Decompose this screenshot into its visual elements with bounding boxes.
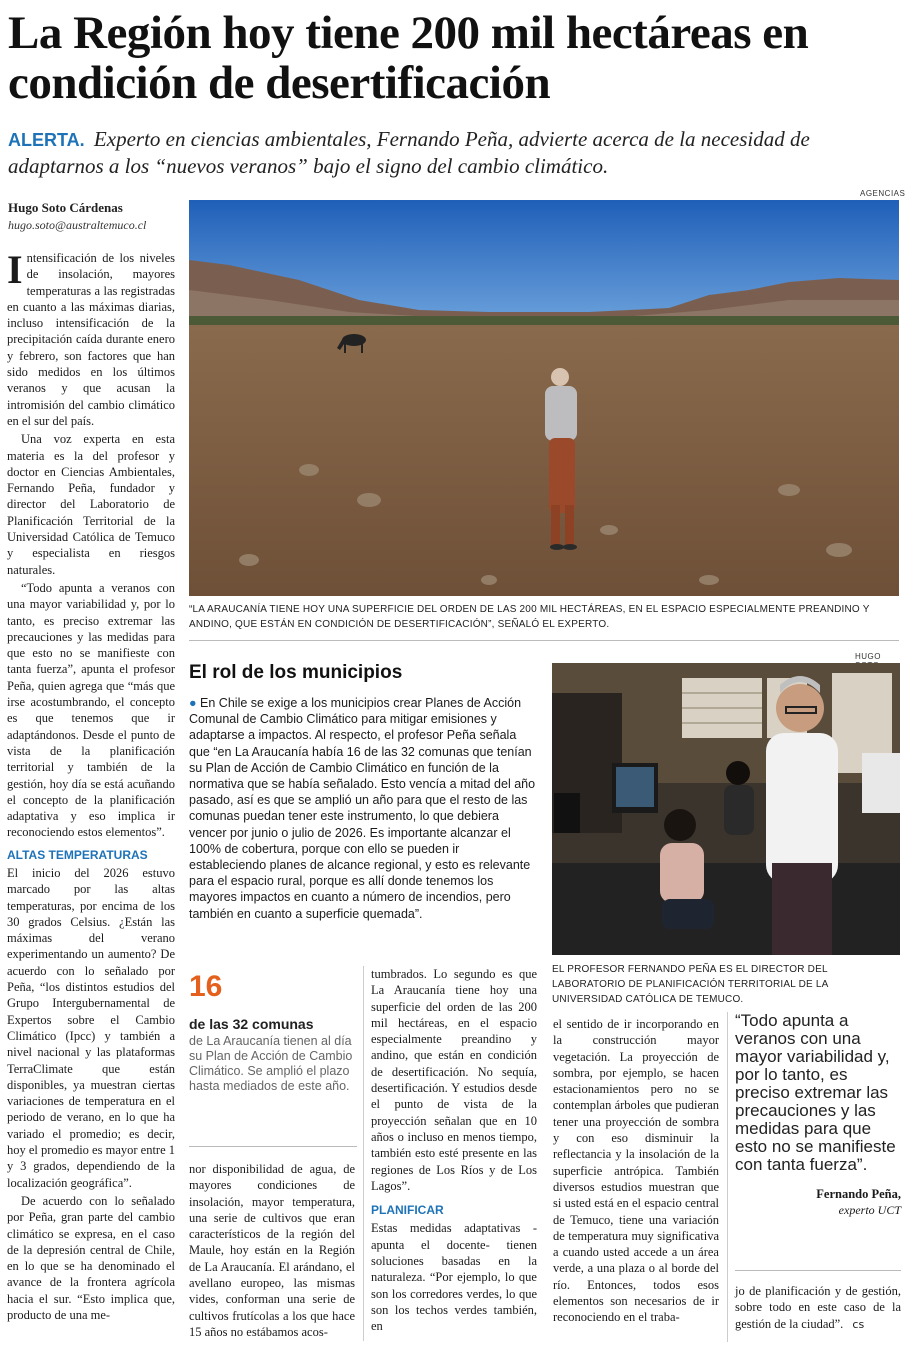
seated-woman-2 (724, 761, 754, 835)
column-1 (7, 250, 175, 1340)
paragraph-5: De acuerdo con lo señalado por Peña, gran parte del cambio climático se expresa, en el caso de la depresión central de Chile, en lo que se ha denominado el avance de la frontera agrícola hacia el sur. “Esto implica que, producto de una me- (7, 1193, 175, 1322)
stat-text: de La Araucanía tienen al día su Plan de Acción de Cambio Climático. Se amplió el plazo hasta mediados de este año. (189, 1034, 353, 1093)
byline-author: Hugo Soto Cárdenas (8, 200, 123, 215)
col3-paragraph-2: Estas medidas adaptativas -apunta el docente- tienen soluciones basadas en la naturaleza. “Por ejemplo, lo que son los corredores verdes, lo que son los techos verdes también, en (371, 1221, 537, 1334)
box-title: El rol de los municipios (189, 662, 403, 683)
office-lab-illustration (552, 663, 900, 955)
pull-quote: “Todo apunta a veranos con una mayor variabilidad y, por lo tanto, es preciso extremar las precauciones y las medidas para que esto no se manifieste con tanta fuerza”. (735, 1011, 896, 1174)
column-separator-2 (727, 1012, 728, 1342)
quote-divider (735, 1270, 901, 1271)
stat-title: de las 32 comunas (189, 1016, 314, 1032)
end-mark: cs (852, 1317, 865, 1331)
paragraph-2: Una voz experta en esta materia es la del profesor y doctor en Ciencias Ambientales, Fernando Peña, fundador y director del Laboratorio de Planificación Territorial de la Universidad Católica de Temuco y especialista en riesgos naturales. (7, 432, 175, 577)
desert-field-illustration (189, 200, 899, 596)
divider (189, 640, 899, 641)
byline-email[interactable]: hugo.soto@australtemuco.cl (8, 218, 147, 232)
drop-cap: I (7, 250, 23, 292)
landscape-photo (189, 200, 899, 596)
column-5-body: jo de planificación y de gestión, sobre todo en este caso de la gestión de la ciudad”. (735, 1284, 901, 1331)
column-3 (371, 966, 537, 1341)
photo-1-caption: “LA ARAUCANÍA TIENE HOY UNA SUPERFICIE DEL ORDEN DE LAS 200 MIL HECTÁREAS, EN EL ESPACIO ESPECIALMENTE PREANDINO Y ANDINO, QUE ESTÁN EN CONDICIÓN DE DESERTIFICACIÓN”, SEÑALÓ EL EXPERTO. (189, 604, 870, 630)
column-separator (363, 966, 364, 1341)
paragraph-1 (7, 250, 175, 429)
stat-number: 16 (189, 970, 223, 1003)
col3-paragraph-1: tumbrados. Lo segundo es que La Araucanía tiene hoy una superficie del orden de las 200 mil hectáreas, en el espacio especialmente preandino y andino, que están en condición de desertificación. No sequía, desertificación. Y estudios desde el punto de vista de la proyección señalan que en 10 años o incluso en menos tiempo, también esto esté presente en las regiones de Los Ríos y de Los Lagos”. (371, 967, 537, 1193)
column-2-text: nor disponibilidad de agua, de mayores condiciones de insolación, mayor temperatura, una serie de cultivos que eran característicos de la región del Maule, hoy están en la Región de La Araucanía. El arándano, el avellano europeo, las mismas vides, conforman una serie de cultivos frutícolas a los que hace 15 años no estábamos acos- (189, 1162, 355, 1339)
deck-text: Experto en ciencias ambientales, Fernando Peña, advierte acerca de la necesidad de adaptarnos a los “nuevos veranos” bajo el signo del cambio climático. (8, 127, 810, 178)
pull-quote-attribution (735, 1186, 901, 1218)
office-photo (552, 663, 900, 955)
stat-divider (189, 1146, 357, 1147)
paragraph-4: El inicio del 2026 estuvo marcado por las altas temperaturas, por encima de los 30 grados Celsius. ¿Están las máximas del verano experimentando un aumento? De acuerdo con lo señalado por Peña, “los distintos estudios del Grupo Intergubernamental de Expertos sobre el Cambio Climático (Ipcc) y también a nivel nacional y las plataformas TerraClimate que están disponibles, ya muestran ciertas variaciones de temperatura en el periodo de verano, en lo que ha variado el promedio; es decir, hoy el promedio es mayor entre 1 y 3 grados, dependiendo de la localización geográfica”. (7, 865, 175, 1190)
deck (8, 126, 898, 179)
paragraph-1-text: ntensificación de los niveles de insolación, mayores temperaturas a las registradas en cuanto a las máximas diarias, incluso intensificación de la precipitación caída durante enero y febrero, son factores que han sido medidos en los últimos veranos y que acusan la intromisión del cambio climático en el sur del país. (7, 251, 175, 428)
deck-label: ALERTA. (8, 130, 85, 150)
bullet-icon: ● (189, 696, 197, 710)
subhead-altas-temperaturas: ALTAS TEMPERATURAS (7, 847, 148, 862)
subhead-planificar: PLANIFICAR (371, 1203, 444, 1218)
photo-credit-agencias: AGENCIAS (860, 189, 906, 198)
column-4: el sentido de ir incorporando en la construcción mayor vegetación. La proyección de sombra, por ejemplo, se hacen estacionamientos pero no se contemplan árboles que pudieran tener una proyección de sombra y con eso disminuir la reflectancia y la insolación de la superficie antrópica. También diversos estudios muestran que si usted está en el espacio central de Temuco, tiene una variación de temperatura muy significativa a cuando usted accede a un área verde, a una plaza o al borde del río. Entonces, todos esos elementos son necesarios de ir reconociendo en el traba- (553, 1017, 719, 1325)
box-body (189, 695, 537, 922)
box-text: En Chile se exige a los municipios crear Planes de Acción Comunal de Cambio Climático para mitigar emisiones y adaptarse a impactos. Al respecto, el profesor Peña señala que “en La Araucanía había 16 de las 32 comunas que tenían su Plan de Acción de Cambio Climático en función de la normativa que se había señalado. Esto vencía a mitad del año pasado, así es que se amplió un año para que el resto de las comunas puedan tener este instrumento, lo que debiera vencer por junio o julio de 2026. Es importante alcanzar el 100% de cobertura, porque con ello se pueden ir estableciendo planes de alcance regional, y esto es relevante para el espacio rural, porque es allí donde tenemos los mayores impactos en cuanto a número de incendios, pero también en cuanto a superficie quemada”. (189, 696, 536, 921)
column-5-text (735, 1283, 901, 1333)
photo-credit-hugo-soto: HUGO (855, 652, 881, 661)
photo-2-caption: EL PROFESOR FERNANDO PEÑA ES EL DIRECTOR DEL LABORATORIO DE PLANIFICACIÓN TERRITORIAL DE LA UNIVERSIDAD CATÓLICA DE TEMUCO. (552, 964, 828, 1005)
headline: La Región hoy tiene 200 mil hectáreas en condición de desertificación (8, 7, 809, 109)
quote-author: Fernando Peña, (816, 1187, 901, 1201)
paragraph-3: “Todo apunta a veranos con una mayor variabilidad y, por lo tanto, es preciso extremar las precauciones y las medidas para que esto no se manifieste con tanta fuerza”, apunta el profesor Peña, quien agrega que “más que irse acostumbrando, el concepto es que tenemos que ir adaptándonos. Desde el punto de vista de la planificación territorial y también de la gestión, hoy día se está acuñando el concepto de la planificación adaptativa y eso implica ir reconociendo estos elementos”. (7, 580, 175, 840)
quote-role: experto UCT (838, 1203, 901, 1217)
